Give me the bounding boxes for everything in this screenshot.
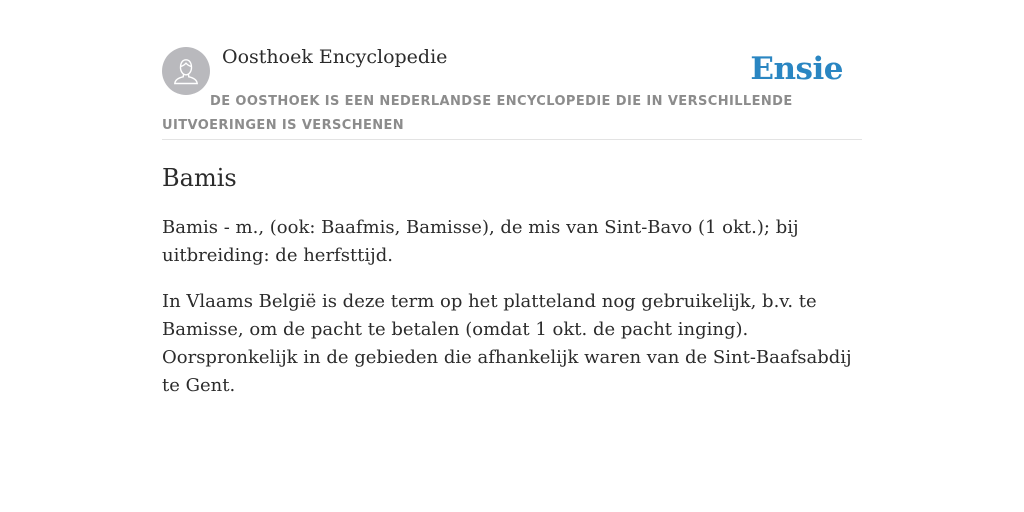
- article-title: Bamis: [162, 164, 237, 192]
- ensie-logo[interactable]: Ensie: [750, 51, 843, 87]
- source-description: DE OOSTHOEK IS EEN NEDERLANDSE ENCYCLOPEDIE DIE IN VERSCHILLENDE UITVOERINGEN IS VERSCHENEN: [162, 94, 793, 133]
- user-icon: [162, 47, 210, 95]
- article-paragraph: Bamis - m., (ook: Baafmis, Bamisse), de mis van Sint-Bavo (1 okt.); bij uitbreiding: de herfsttijd.: [162, 217, 799, 266]
- article: [162, 140, 862, 400]
- article-paragraph: In Vlaams België is deze term op het platteland nog gebruikelijk, b.v. te Bamisse, om de pacht te betalen (omdat 1 okt. de pacht inging). Oorspronkelijk in de gebieden die afhankelijk waren van de Sint-Baafsabdij te Gent.: [162, 291, 852, 396]
- avatar[interactable]: [162, 47, 210, 95]
- source-header: [162, 0, 862, 140]
- page: [162, 0, 862, 418]
- source-name[interactable]: Oosthoek Encyclopedie: [222, 46, 448, 68]
